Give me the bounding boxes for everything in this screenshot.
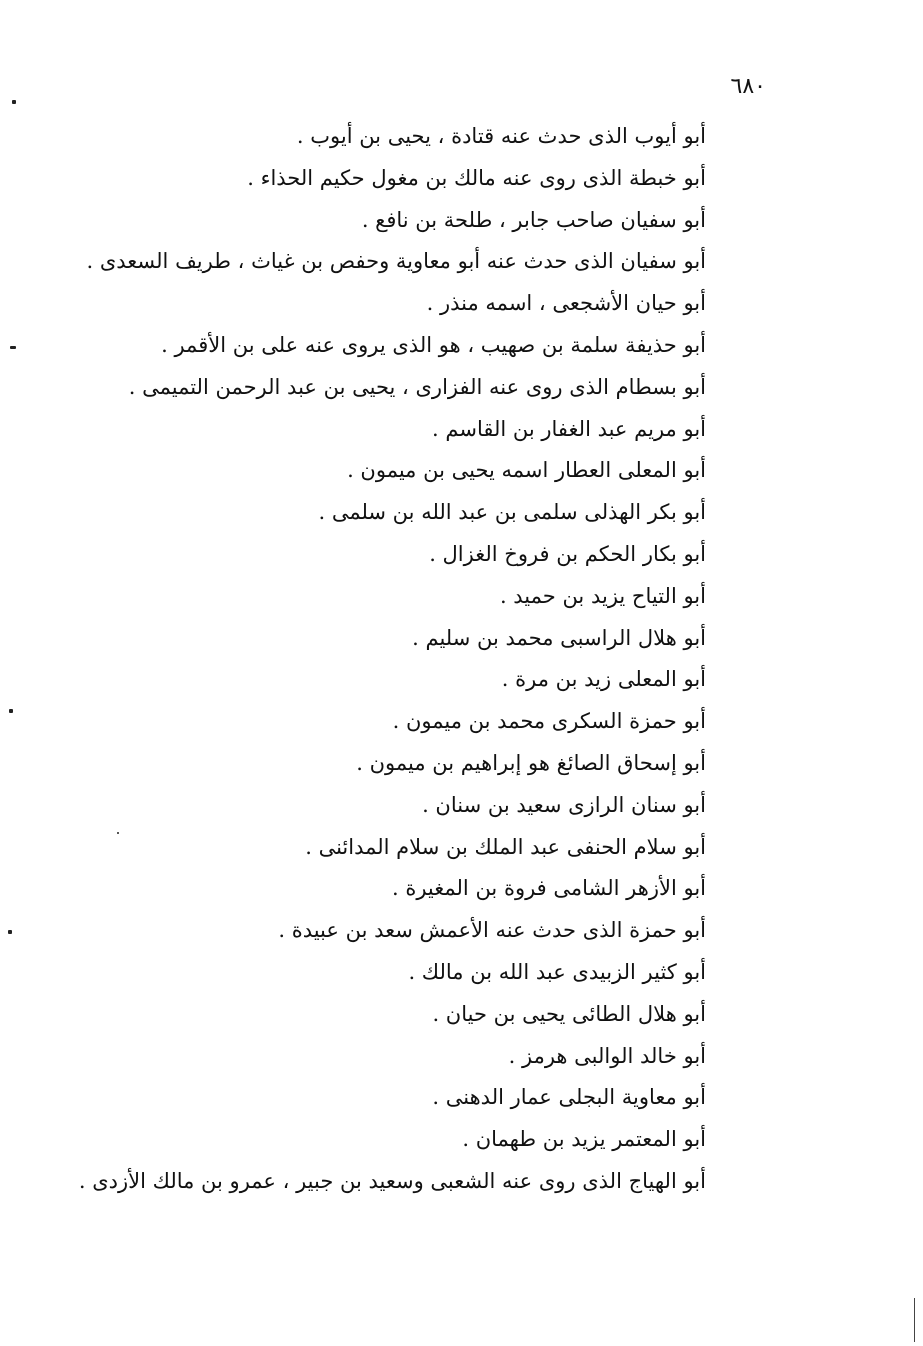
- list-item: أبو حمزة السكرى محمد بن ميمون .: [392, 709, 706, 734]
- list-item: أبو كثير الزبيدى عبد الله بن مالك .: [408, 959, 706, 984]
- list-item: أبو حمزة الذى حدث عنه الأعمش سعد بن عبيدة .: [278, 918, 706, 943]
- list-item: أبو المعلى زيد بن مرة .: [501, 667, 706, 692]
- list-item: أبو المعلى العطار اسمه يحيى بن ميمون .: [347, 458, 706, 483]
- scan-speck: [12, 100, 16, 104]
- entry-list: [36, 116, 706, 1203]
- list-item: أبو خبطة الذى روى عنه مالك بن مغول حكيم الحذاء .: [247, 165, 706, 190]
- list-item: أبو بكر الهذلى سلمى بن عبد الله بن سلمى .: [318, 500, 706, 525]
- page-number: ٦٨٠: [730, 74, 766, 99]
- list-item: أبو معاوية البجلى عمار الدهنى .: [432, 1085, 706, 1110]
- margin-rule: [914, 1298, 915, 1342]
- list-item: أبو أيوب الذى حدث عنه قتادة ، يحيى بن أيوب .: [296, 124, 706, 148]
- scan-speck: [9, 709, 13, 713]
- list-item: أبو هلال الطائى يحيى بن حيان .: [432, 1001, 706, 1026]
- list-item: أبو التياح يزيد بن حميد .: [499, 583, 706, 608]
- list-item: أبو الأزهر الشامى فروة بن المغيرة .: [391, 876, 706, 901]
- list-item: أبو الهياج الذى روى عنه الشعبى وسعيد بن جبير ، عمرو بن مالك الأزدى .: [78, 1168, 706, 1193]
- list-item: أبو سنان الرازى سعيد بن سنان .: [422, 792, 706, 817]
- list-item: أبو إسحاق الصائغ هو إبراهيم بن ميمون .: [356, 750, 706, 775]
- list-item: أبو بسطام الذى روى عنه الفزارى ، يحيى بن عبد الرحمن التميمى .: [128, 374, 706, 399]
- list-item: أبو المعتمر يزيد بن طهمان .: [462, 1127, 706, 1152]
- list-item: أبو سلام الحنفى عبد الملك بن سلام المدائنى .: [305, 834, 706, 859]
- list-item: أبو حذيفة سلمة بن صهيب ، هو الذى يروى عنه على بن الأقمر .: [161, 332, 706, 357]
- list-item: أبو خالد الوالبى هرمز .: [508, 1043, 706, 1068]
- list-item: أبو حيان الأشجعى ، اسمه منذر .: [426, 291, 706, 316]
- list-item: أبو سفيان الذى حدث عنه أبو معاوية وحفص بن غياث ، طريف السعدى .: [86, 249, 706, 274]
- list-item: أبو سفيان صاحب جابر ، طلحة بن نافع .: [361, 207, 706, 232]
- scan-speck: [10, 346, 16, 349]
- list-item: أبو بكار الحكم بن فروخ الغزال .: [429, 541, 706, 566]
- list-item: أبو هلال الراسبى محمد بن سليم .: [412, 625, 706, 650]
- scan-speck: [117, 832, 119, 834]
- list-item: أبو مريم عبد الغفار بن القاسم .: [432, 416, 706, 441]
- scan-speck: [8, 930, 12, 934]
